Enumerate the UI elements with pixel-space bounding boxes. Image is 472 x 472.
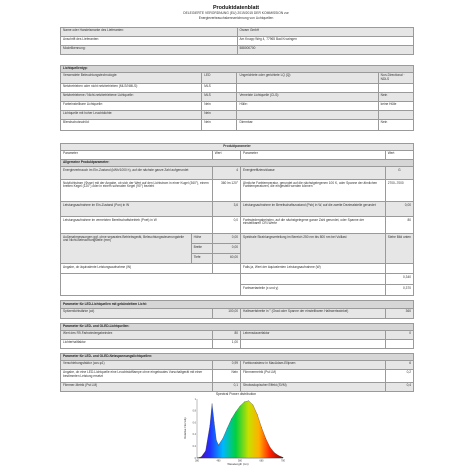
param-value: 0,1 (212, 383, 240, 392)
param-label: Dimmbar: (237, 120, 378, 131)
param-value: MLS (202, 93, 237, 102)
param-value: 360 lm 120° (212, 180, 240, 202)
spectrum-point (216, 440, 217, 441)
section-title: Lichtquellentyp: (61, 66, 414, 73)
dimension-value: 0,00 (212, 244, 240, 254)
param-value: 0,00 (385, 202, 413, 217)
param-label: Verwendete Beleuchtungstechnologie: (61, 73, 202, 84)
supplier-row (61, 46, 414, 55)
spectrum-point (227, 428, 228, 429)
spectrum-point (210, 425, 211, 426)
supplier-row (61, 37, 414, 46)
param-value: Nein (378, 93, 413, 102)
param-value: 0 (385, 330, 413, 339)
param-value: LED (202, 73, 237, 84)
param-label: Ungerichtete oder gerichtete LQ (Q): (237, 73, 378, 84)
param-value (385, 264, 413, 274)
param-label: Nutzlichtstrom (Φuse) mit der Angabe, ob sich der Wert auf den Lichtstrom in einer Kugel (360°), einem breiten Kegel (120°) oder in einem schmalen Kegel (90°) bezieht (61, 180, 213, 202)
table-row (61, 202, 414, 217)
supplier-table (60, 27, 414, 55)
param-value: 6 (385, 361, 413, 370)
param-value: Non-Directional · NDLS (378, 73, 413, 84)
param-value: 2700–7000 (385, 180, 413, 202)
param-value: keine Hülle (378, 102, 413, 111)
param-label: Energieeffizienzklasse (241, 167, 386, 180)
table-row (61, 73, 414, 84)
section-header (61, 353, 414, 360)
energy-class-value: G (385, 167, 413, 180)
y-tick-label: 0.6 (192, 421, 196, 425)
spectrum-point (235, 412, 236, 413)
param-value: 100,00 (212, 308, 240, 318)
spectrum-point (212, 403, 213, 404)
spectrum-point (240, 406, 241, 407)
section-title: Produktparameter (61, 144, 414, 151)
spectrum-point (214, 422, 215, 423)
x-tick-label: 480 (216, 459, 221, 463)
spectral-distribution-label: Spektrale Strahlungsverteilung im Bereich 250 nm bis 800 nm bei Volllast (241, 234, 386, 264)
param-label: Falls ja, Wert der äquivalenten Leistungsaufnahme (W) (241, 264, 386, 274)
table-row (61, 264, 414, 274)
supplier-label: Name oder Handelsmarke des Lieferanten: (61, 28, 238, 37)
y-axis-label: Relative Intensity (183, 417, 187, 439)
spectrum-chart (183, 390, 289, 466)
spectrum-chart-svg (183, 390, 289, 466)
param-value: Nein (378, 120, 413, 131)
param-value: 0,4 (385, 383, 413, 392)
spectrum-point (261, 427, 262, 428)
table-row (61, 308, 414, 318)
param-label: Farbwertanteile (x und y) (241, 285, 386, 296)
param-label (241, 274, 386, 285)
table-row (61, 217, 414, 234)
param-value: 80 (212, 330, 240, 339)
x-tick-label: 580 (238, 459, 242, 463)
dimension-value: 60,00 (212, 254, 240, 264)
datasheet-header (0, 0, 472, 21)
spectrum-point (231, 419, 232, 420)
param-value: Nein (212, 370, 240, 383)
section-header (61, 323, 414, 330)
param-value: 1,00 (212, 339, 240, 348)
spectrum-point (201, 457, 202, 458)
dimensions-label: Außenabmessungen ggf. ohne separates Betriebsgerät, Beleuchtungssteuerungsteile und Nicht-Beleuchtungsteile (mm) (61, 234, 192, 264)
param-value: Nein (202, 111, 237, 120)
table-row (61, 167, 414, 180)
param-label: Ähnliche Farbtemperatur, gerundet auf die nächstgelegenen 100 K, oder Spanne der ähnlichen Farbtemperaturen, die eingestellt werden können (241, 180, 386, 202)
supplier-row (61, 28, 414, 37)
param-label: Leistungsaufnahme im Ein-Zustand (Pon) in W (61, 202, 213, 217)
section-header (61, 301, 414, 308)
y-tick-label: 0.2 (192, 445, 196, 448)
table-row (61, 180, 414, 202)
param-label (237, 111, 378, 120)
param-label: Flimmermetrik (Pst LM) (241, 370, 386, 383)
table-row (61, 339, 414, 348)
param-label: Hülle: (237, 102, 378, 111)
spectrum-point (248, 401, 249, 402)
table-row (61, 111, 414, 120)
param-value (378, 84, 413, 93)
param-label: Farbeinstellbare Lichtquelle: (61, 102, 202, 111)
y-tick-label: 0.8 (192, 409, 196, 413)
param-label: Farbkonsistenz in MacAdam-Ellipsen (241, 361, 386, 370)
table-row (61, 370, 414, 383)
light-source-type-table (60, 65, 414, 131)
column-header: Wert (385, 151, 413, 160)
param-label: Lebensdauerfaktor (241, 330, 386, 339)
x-axis-label: Wavelength (nm) (227, 462, 249, 466)
table-row (61, 102, 414, 111)
spectrum-point (194, 456, 198, 460)
section-title: Parameter für LED- und OLED-Lichtquellen: (61, 323, 414, 330)
supplier-value: Osram GmbH (237, 28, 414, 37)
table-row (61, 234, 414, 244)
dimension-key: Tiefe (191, 254, 212, 264)
spectrum-point (205, 451, 206, 452)
param-value: 80 (385, 217, 413, 234)
table-row (61, 93, 414, 102)
param-label: Flimmer-Metrik (Pst LM) (61, 383, 213, 392)
param-label: Lichterhaltfaktor (61, 339, 213, 348)
param-label: Spitzenlichtstärke (cd) (61, 308, 213, 318)
chart-title: Spectral Power distribution (215, 392, 257, 396)
param-label: Angabe, ob eine LED-Lichtquelle eine Leuchtstofflampe ohne eingebautes Vorschaltgerät mit einer bestimmten Leistung ersetzt (61, 370, 213, 383)
param-label: Lichtquelle mit hoher Leuchtdichte: (61, 111, 202, 120)
regulation-line-2: Energieverbrauchskennzeichnung von Lichtquellen (198, 16, 274, 21)
param-value (378, 111, 413, 120)
param-value: Nein (202, 102, 237, 111)
spectrum-point (283, 457, 284, 458)
dimension-value: 0,00 (212, 234, 240, 244)
spectral-distribution-value: Siehe Bild unten (385, 234, 413, 264)
param-label: Verschiebungsfaktor (cos φ1) (61, 361, 213, 370)
spectrum-point (244, 402, 245, 403)
supplier-label: Anschrift des Lieferanten: (61, 37, 238, 46)
param-value: 0,370 (385, 285, 413, 296)
column-header-row (61, 151, 414, 160)
spectrum-point (270, 447, 271, 448)
y-tick-label: 0 (194, 456, 196, 460)
param-label: Energieverbrauch im Ein-Zustand (kWh/1000 h), auf die nächste ganze Zahl aufgerundet (61, 167, 213, 180)
table-row (61, 274, 414, 285)
param-label: Vernetzte Lichtquelle (CLS): (237, 93, 378, 102)
param-label: Halbwertsbreite in ° (Grad oder Spanne der einstellbaren Halbwertswinkel) (241, 308, 386, 318)
param-label: Leistungsaufnahme im vernetzten Bereitschaftsbetrieb (Pnet) in W (61, 217, 213, 234)
column-header: Parameter (61, 151, 213, 160)
table-row (61, 361, 414, 370)
section-title: Parameter für LED- und OLED-Netzspannungslichtquellen: (61, 353, 414, 360)
param-value: 0,0 (212, 217, 240, 234)
x-tick-label: 680 (259, 459, 264, 463)
spectrum-point (274, 452, 275, 453)
param-label (241, 339, 386, 348)
dimension-key: Höhe (191, 234, 212, 244)
column-header: Wert (212, 151, 240, 160)
param-value: MLS (202, 84, 237, 93)
param-label: Farbwiedergabeindex, auf die nächstgelegene ganze Zahl gerundet, oder Spanne der einstellbaren CRI-Werte (241, 217, 386, 234)
blank-cell (61, 274, 241, 296)
x-tick-label: 380 (195, 459, 199, 463)
param-label: Netzbetriebene / Nicht-netzbetriebene Lichtquelle: (61, 93, 202, 102)
param-label: Angabe, ob äquivalente Leistungsaufnahme (W) (61, 264, 213, 274)
supplier-value: 588000700 (237, 46, 414, 55)
column-header: Parameter (241, 151, 386, 160)
spectrum-point (218, 445, 219, 446)
regulation-line-1: DELEGIERTE VERORDNUNG (EU) 2019/2015 DER KOMMISSION zur (183, 11, 289, 16)
table-row (61, 120, 414, 131)
param-label: Leistungsaufnahme im Bereitschaftszustand (Psb) in W, auf die zweite Dezimalstelle gerundet (241, 202, 386, 217)
supplier-value: Am Knapp Weg 4, 77965 Bad Krozingen (237, 37, 414, 46)
section-header (61, 144, 414, 151)
product-parameters-table (60, 143, 414, 392)
param-value: 0,340 (385, 274, 413, 285)
spectrum-area (194, 401, 283, 460)
table-row (61, 84, 414, 93)
section-header (61, 66, 414, 73)
param-label: Wert des R9-Farbwiedergabeindex (61, 330, 213, 339)
section-title: Allgemeine Produktparameter: (61, 160, 414, 167)
spectrum-point (278, 455, 279, 456)
param-value (385, 339, 413, 348)
param-value (212, 264, 240, 274)
param-label: Stroboskopischer Effekt (SVM) (241, 383, 386, 392)
spectrum-point (266, 438, 267, 439)
y-tick-label: 1 (194, 397, 196, 401)
dimension-key: Breite (191, 244, 212, 254)
param-label: Blendschutzschild: (61, 120, 202, 131)
spectrum-point (257, 414, 258, 415)
y-tick-label: 0.4 (192, 433, 196, 437)
param-label: Netzbetrieben oder nicht netzbetrieben (MLS/NMLS): (61, 84, 202, 93)
supplier-label: Modellkennung: (61, 46, 238, 55)
param-value: 360 (385, 308, 413, 318)
param-value: 4 (212, 167, 240, 180)
param-value: 3,6 (212, 202, 240, 217)
param-value: 0,99 (212, 361, 240, 370)
param-value: Nein (202, 120, 237, 131)
page-title: Produktdatenblatt (212, 5, 260, 11)
section-title: Parameter für LED-Lichtquellen mit gebündeltem Licht: (61, 301, 414, 308)
spectrum-point (223, 438, 224, 439)
x-tick-label: 780 (281, 459, 285, 463)
spectrum-point (253, 405, 254, 406)
param-value: 0,2 (385, 370, 413, 383)
section-header (61, 160, 414, 167)
param-label (237, 84, 378, 93)
table-row (61, 330, 414, 339)
